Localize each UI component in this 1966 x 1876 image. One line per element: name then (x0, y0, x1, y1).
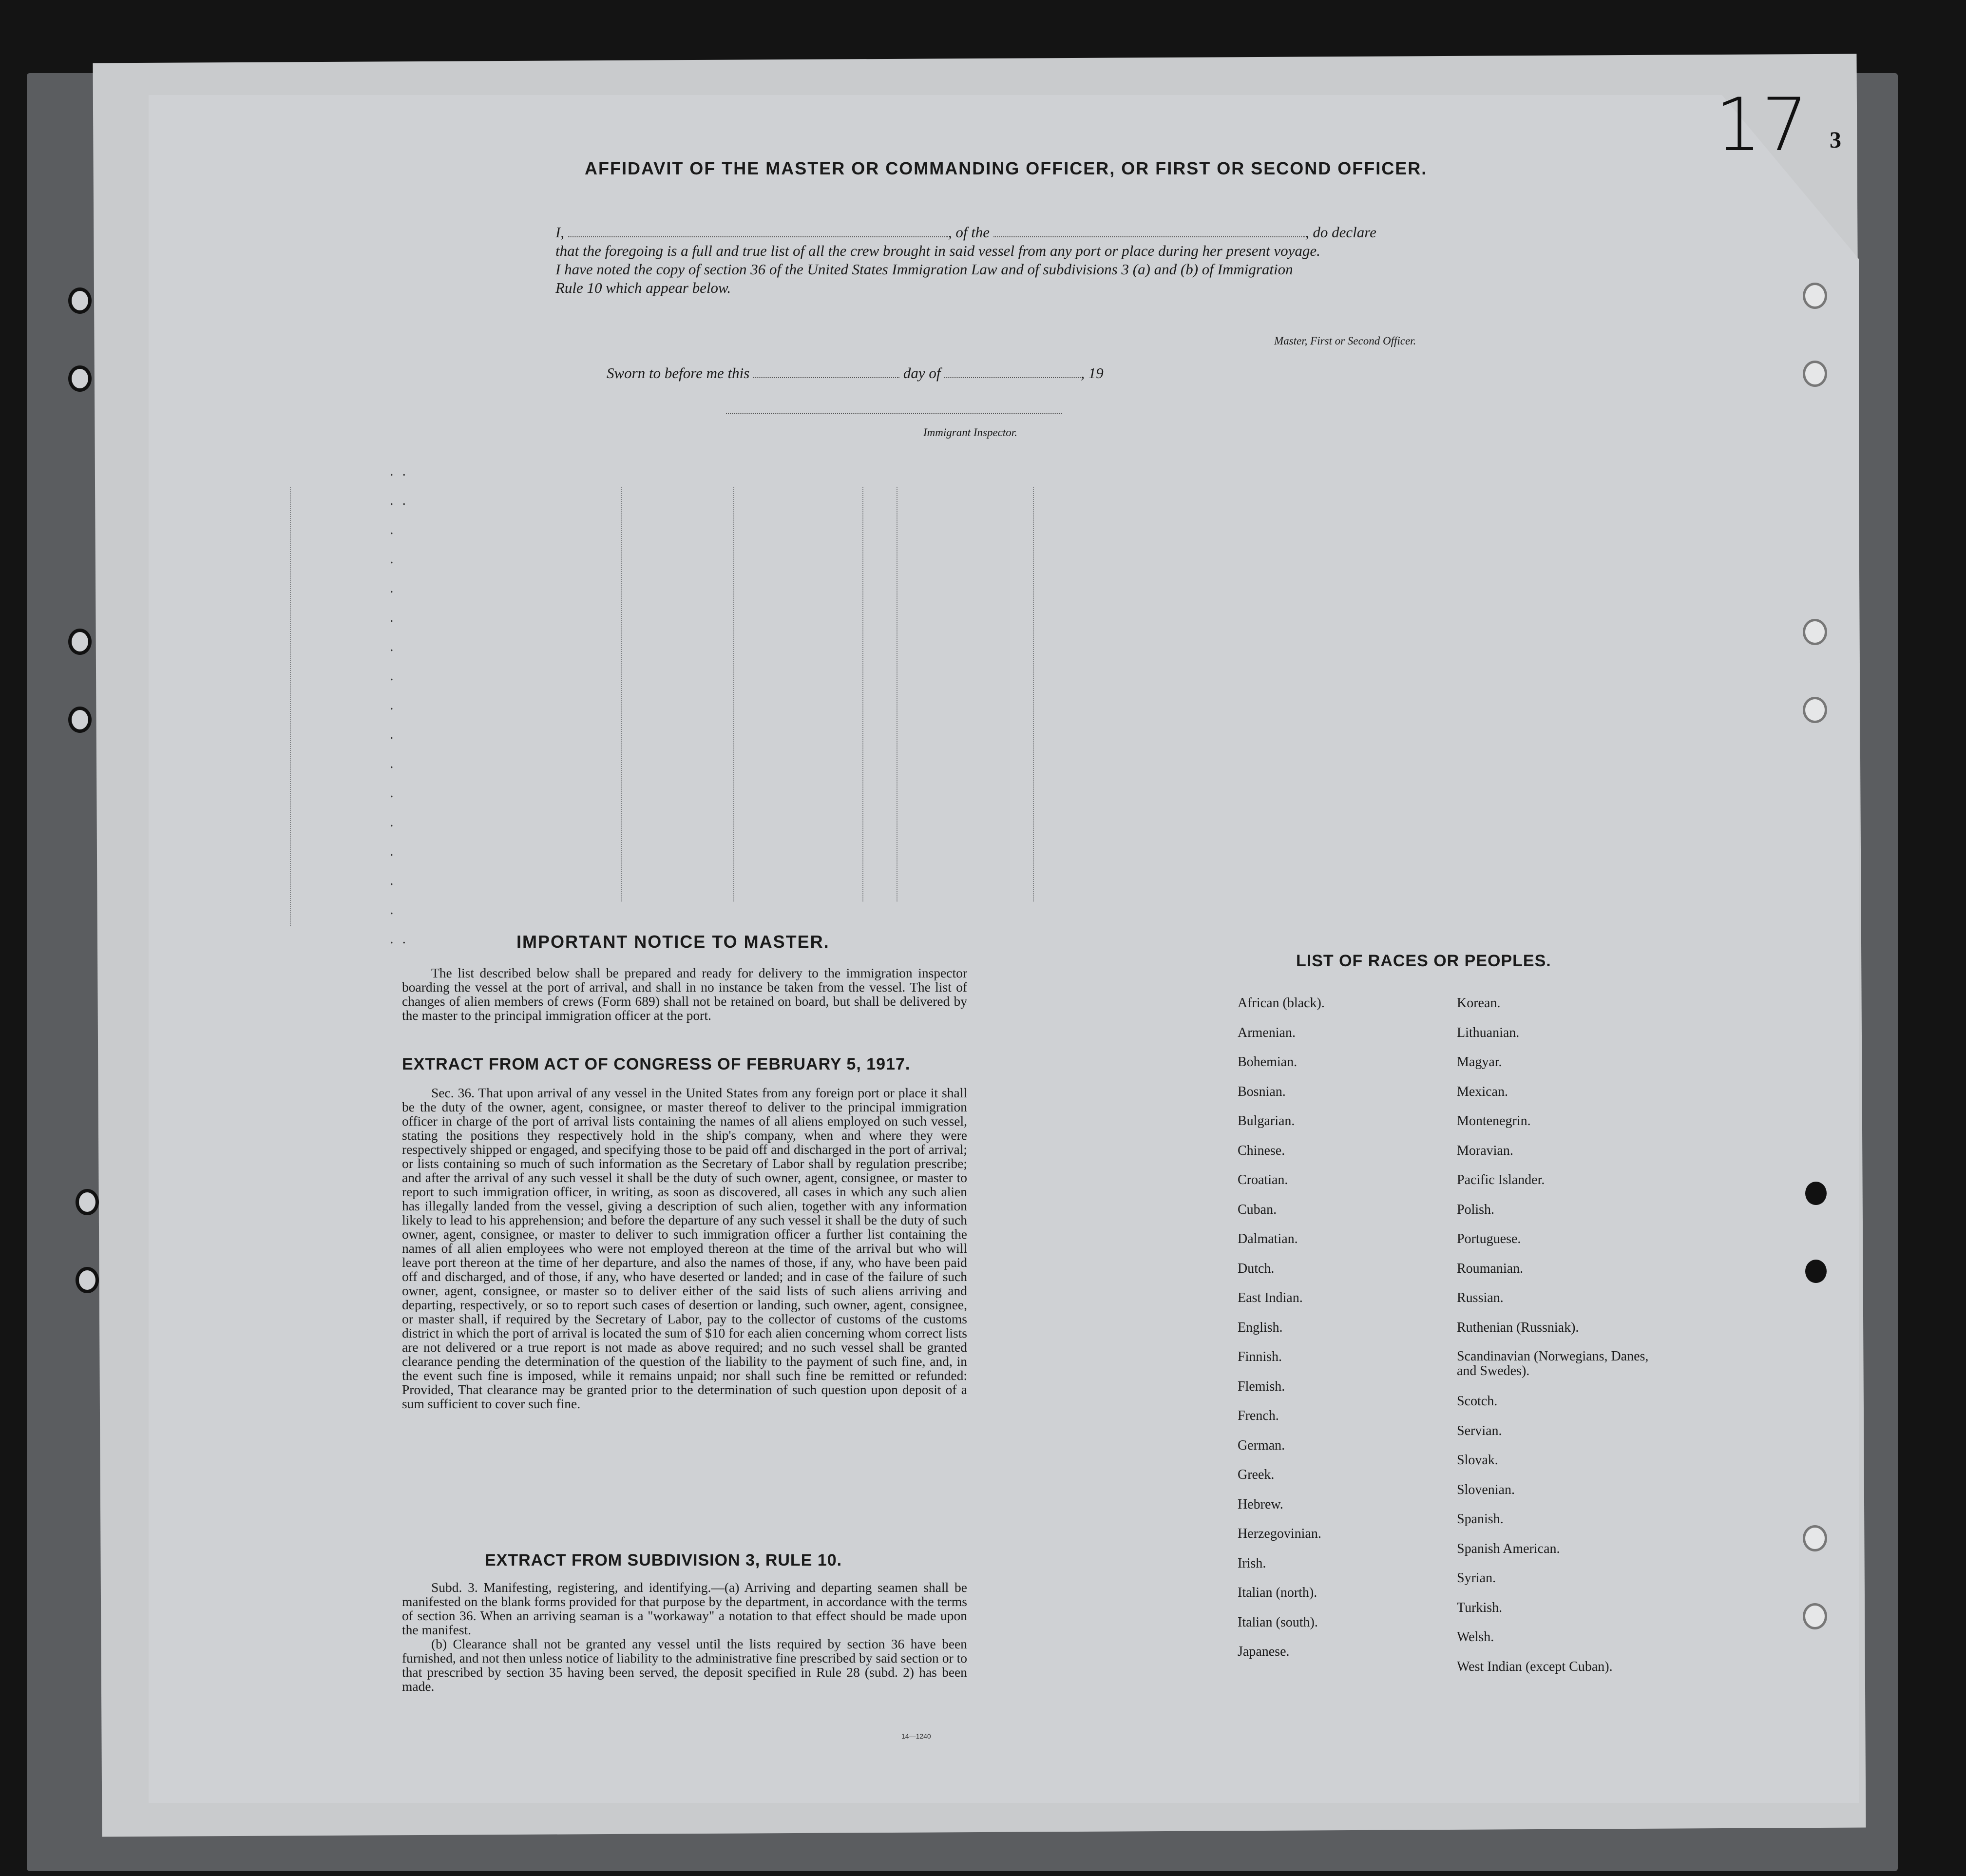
race-item: Ruthenian (Russniak). (1457, 1320, 1579, 1335)
sworn-line (607, 364, 1104, 382)
binder-hole (1805, 1260, 1827, 1283)
race-item: Portuguese. (1457, 1231, 1521, 1246)
binder-hole (1805, 1182, 1827, 1205)
race-item: Japanese. (1238, 1644, 1290, 1659)
row-marker: . (390, 697, 402, 713)
race-item: Irish. (1238, 1555, 1266, 1571)
races-heading: LIST OF RACES OR PEOPLES. (1296, 952, 1551, 970)
row-marker: . (390, 638, 402, 654)
affidavit-line-3: I have noted the copy of section 36 of the United States Immigration Law and of subdivisions 3 (a) and (b) of Immigration (555, 261, 1293, 278)
race-item: Roumanian. (1457, 1261, 1524, 1276)
race-item: West Indian (except Cuban). (1457, 1659, 1613, 1674)
race-item: Hebrew. (1238, 1496, 1283, 1512)
row-marker: .. (390, 492, 415, 508)
race-item: Dalmatian. (1238, 1231, 1298, 1246)
binder-hole (68, 629, 92, 655)
page-number: 17 (1715, 83, 1808, 168)
race-item: Bohemian. (1238, 1054, 1298, 1070)
race-item: Italian (north). (1238, 1585, 1317, 1600)
race-item: Pacific Islander. (1457, 1172, 1545, 1187)
name-blank (568, 236, 948, 237)
rule-text (402, 1580, 967, 1693)
binder-hole (1803, 361, 1827, 387)
row-marker: . (390, 843, 402, 859)
race-item: Armenian. (1238, 1025, 1296, 1040)
race-item: English. (1238, 1320, 1283, 1335)
race-item: East Indian. (1238, 1290, 1303, 1305)
race-item: Lithuanian. (1457, 1025, 1520, 1040)
race-item: Chinese. (1238, 1143, 1285, 1158)
notice-paragraph: The list described below shall be prepared and ready for delivery to the immigration inspector boarding the vessel at the port of arrival, and shall in no instance be taken from the vessel. The list of changes of alien members of crews (Form 689) shall not be retained on board, but shall be delivered by the master to the principal immigration officer at the port. (402, 965, 967, 1023)
race-item: Italian (south). (1238, 1614, 1318, 1630)
act-heading: EXTRACT FROM ACT OF CONGRESS OF FEBRUARY 5, 1917. (402, 1055, 911, 1073)
notice-heading: IMPORTANT NOTICE TO MASTER. (516, 932, 830, 952)
affidavit-line-4: Rule 10 which appear below. (555, 279, 731, 296)
inspector-signature-line (726, 413, 1062, 414)
binder-hole (1803, 619, 1827, 645)
race-item: Spanish. (1457, 1512, 1504, 1527)
row-marker: . (390, 521, 402, 537)
row-marker: .. (390, 931, 415, 947)
race-item: Bulgarian. (1238, 1113, 1295, 1129)
race-item: Russian. (1457, 1290, 1504, 1305)
race-item: Dutch. (1238, 1261, 1275, 1276)
rule-heading: EXTRACT FROM SUBDIVISION 3, RULE 10. (485, 1551, 842, 1570)
race-item: Scotch. (1457, 1394, 1498, 1409)
row-marker: . (390, 726, 402, 742)
notice-text (402, 966, 967, 1022)
binder-hole (1803, 283, 1827, 309)
race-item: Flemish. (1238, 1378, 1285, 1394)
race-item: Mexican. (1457, 1084, 1508, 1099)
race-item: Bosnian. (1238, 1084, 1286, 1099)
race-item: Greek. (1238, 1467, 1275, 1482)
row-marker: .. (390, 463, 415, 479)
race-item: German. (1238, 1437, 1285, 1453)
row-marker: . (390, 755, 402, 771)
row-marker: . (390, 551, 402, 567)
edge-digit: 3 (1830, 127, 1841, 153)
race-item: Servian. (1457, 1423, 1502, 1438)
binder-hole (1803, 697, 1827, 723)
rule-paragraph-a: Subd. 3. Manifesting, registering, and identifying.—(a) Arriving and departing seamen shall be manifested on the blank forms provided for that purpose by the department, in accordance with the terms of section 36. When an arriving seaman is a "workaway" a notation to that effect should be made upon the manifest. (402, 1580, 967, 1637)
races-right-column (1457, 995, 1652, 1688)
day-of-text: day of (903, 364, 941, 382)
year-text: , 19 (1081, 364, 1104, 382)
affidavit-line-1 (555, 223, 1496, 242)
race-item: Finnish. (1238, 1349, 1282, 1364)
affidavit-of-the: , of the (948, 224, 990, 241)
affidavit-i: I, (555, 224, 565, 241)
race-item: Korean. (1457, 995, 1501, 1011)
binder-hole (1803, 1525, 1827, 1551)
race-item: Moravian. (1457, 1143, 1513, 1158)
act-text (402, 1086, 967, 1411)
sworn-text: Sworn to before me this (607, 364, 750, 382)
ruled-column (1033, 487, 1034, 901)
race-item: Slovak. (1457, 1453, 1498, 1468)
binder-hole (68, 287, 92, 314)
race-item: Welsh. (1457, 1629, 1494, 1645)
ruled-column (862, 487, 863, 901)
inspector-caption: Immigrant Inspector. (923, 426, 1017, 439)
month-blank (944, 377, 1081, 378)
affidavit-title: AFFIDAVIT OF THE MASTER OR COMMANDING OFFICER, OR FIRST OR SECOND OFFICER. (585, 158, 1428, 178)
affidavit-text (555, 223, 1496, 297)
race-item: African (black). (1238, 995, 1325, 1011)
row-marker: . (390, 872, 402, 888)
affidavit-line-2: that the foregoing is a full and true list of all the crew brought in said vessel from any port or place during her present voyage. (555, 242, 1320, 259)
day-blank (753, 377, 899, 378)
binder-hole (76, 1189, 99, 1215)
binder-hole (1803, 1603, 1827, 1629)
binder-hole (68, 707, 92, 733)
race-item: Syrian. (1457, 1570, 1496, 1586)
affidavit-declare: , do declare (1305, 224, 1376, 241)
ruled-column (733, 487, 734, 901)
race-item: Polish. (1457, 1202, 1495, 1217)
race-item: Spanish American. (1457, 1541, 1560, 1556)
row-marker: . (390, 814, 402, 830)
race-item: Scandinavian (Norwegians, Danes, and Swedes). (1457, 1349, 1649, 1378)
race-item: Montenegrin. (1457, 1113, 1531, 1129)
row-marker: . (390, 785, 402, 801)
races-left-column (1238, 995, 1325, 1674)
form-number: 14—1240 (901, 1732, 931, 1740)
row-marker: . (390, 609, 402, 625)
act-paragraph: Sec. 36. That upon arrival of any vessel in the United States from any foreign port or place it shall be the duty of the owner, agent, consignee, or master thereof to deliver to the principal immigration officer in charge of the port of arrival lists containing the names of all aliens employed on such vessel, stating the positions they respectively hold in the ship's company, when and where they were respectively shipped or engaged, and specifying those to be paid off and discharged in the port of arrival; or lists containing so much of such information as the Secretary of Labor shall by regulation prescribe; and after the arrival of any such vessel it shall be the duty of such owner, agent, consignee, or master to report to such immigration officer, in writing, as soon as discovered, all cases in which any such alien has illegally landed from the vessel, giving a description of such alien, together with any information likely to lead to his apprehension; and before the departure of any such vessel it shall be the duty of such owner, agent, consignee, or master to deliver to such immigration officer a further list containing the names of all alien employees who were not employed thereon at the time of the arrival but who will leave port thereon at the time of her departure, and also the names of those, if any, who have been paid off and discharged, and of those, if any, who have deserted or landed; and in case of the failure of such owner, agent, consignee, or master so to deliver either of the said lists of such aliens arriving and departing, respectively, or so to report such cases of desertion or landing, such owner, agent, consignee, or master shall, if required by the Secretary of Labor, pay to the collector of customs of the customs district in which the port of arrival is located the sum of $10 for each alien concerning whom correct lists are not delivered or a true report is not made as above required; and no such vessel shall be granted clearance pending the determination of the question of the liability to the payment of such fine, and, in the event such fine is imposed, while it remains unpaid; nor shall such fine be remitted or refunded: Provided, That clearance may be granted prior to the determination of such question upon deposit of a sum sufficient to cover such fine. (402, 1085, 967, 1411)
row-marker: . (390, 668, 402, 684)
race-item: Cuban. (1238, 1202, 1277, 1217)
row-marker: . (390, 901, 402, 918)
rule-paragraph-b: (b) Clearance shall not be granted any vessel until the lists required by section 36 have been furnished, and not then unless notice of liability to the administrative fine prescribed by said section or to that prescribed by section 35 having been served, the deposit specified in Rule 28 (subd. 2) has been made. (402, 1636, 967, 1694)
signature-caption: Master, First or Second Officer. (1274, 335, 1416, 347)
row-marker: . (390, 580, 402, 596)
race-item: Herzegovinian. (1238, 1526, 1321, 1541)
ruled-column (290, 487, 291, 926)
race-item: French. (1238, 1408, 1279, 1423)
race-item: Croatian. (1238, 1172, 1288, 1187)
binder-hole (76, 1267, 99, 1293)
race-item: Turkish. (1457, 1600, 1503, 1615)
vessel-blank (993, 236, 1305, 237)
ruled-column (621, 487, 622, 901)
binder-hole (68, 365, 92, 392)
race-item: Slovenian. (1457, 1482, 1515, 1497)
race-item: Magyar. (1457, 1054, 1502, 1070)
